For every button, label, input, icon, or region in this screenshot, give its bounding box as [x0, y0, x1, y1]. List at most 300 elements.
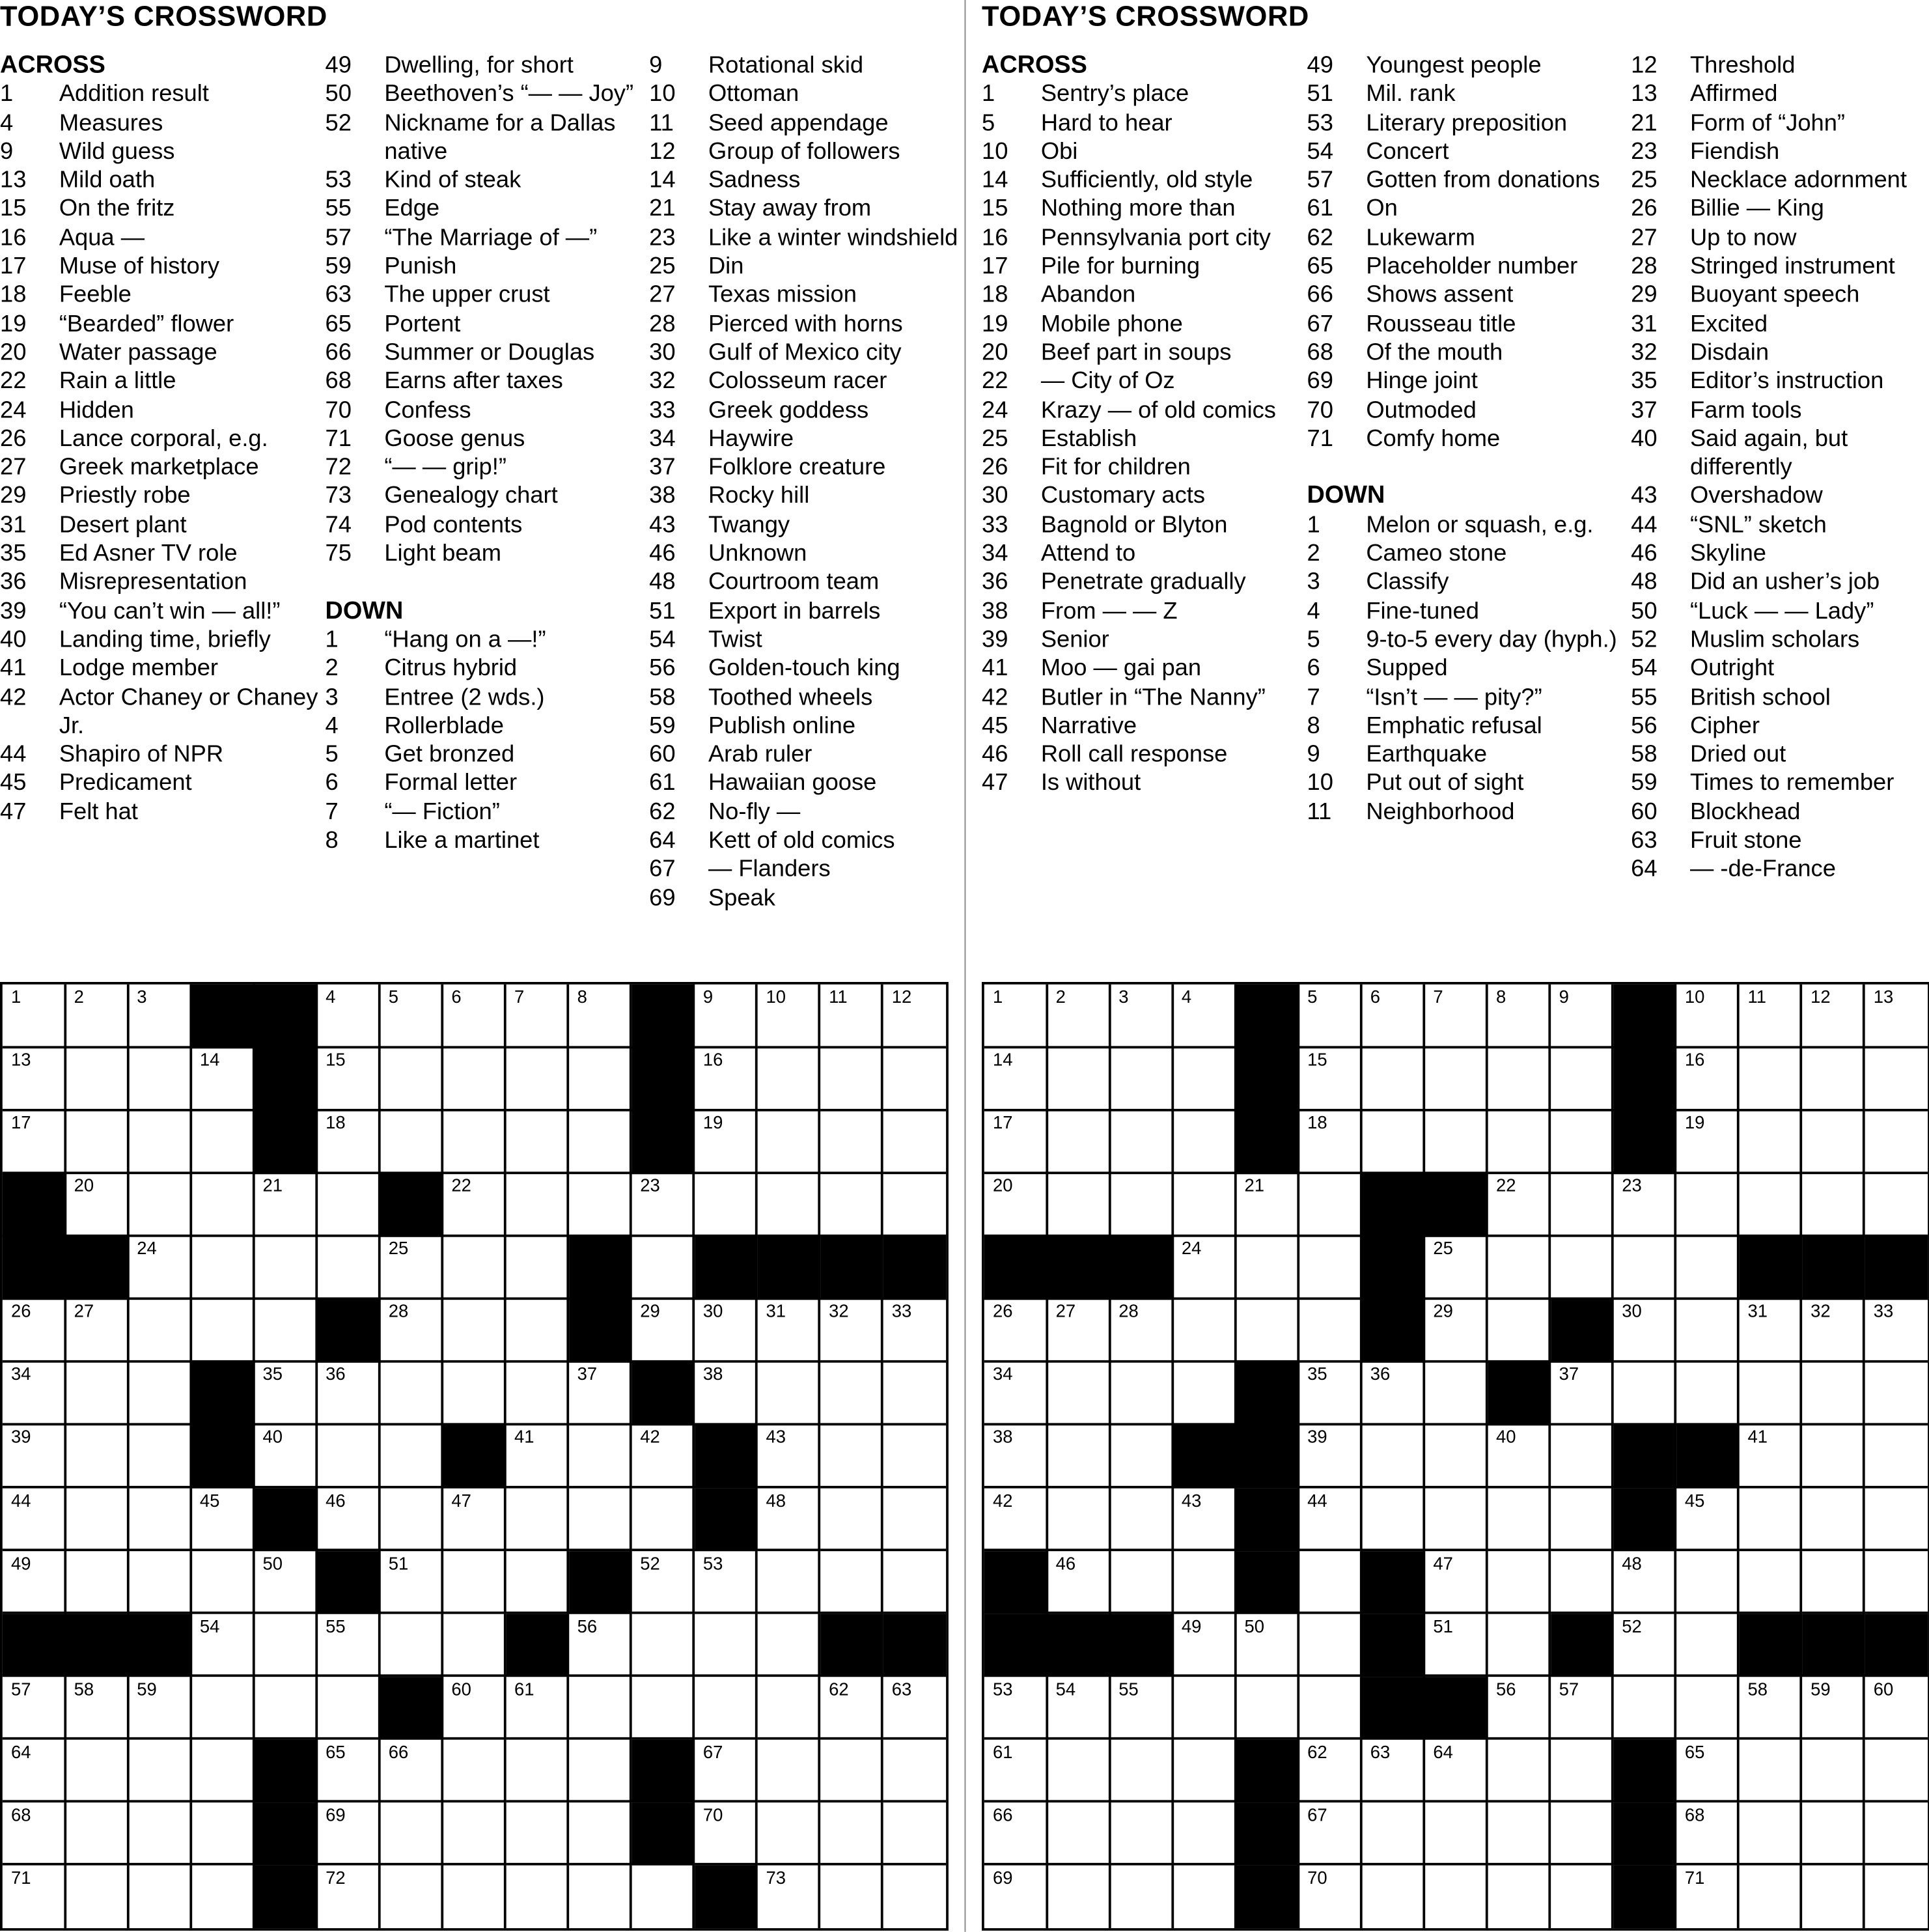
grid-cell[interactable]: [1299, 1677, 1363, 1741]
grid-cell[interactable]: [1173, 1488, 1237, 1552]
grid-cell[interactable]: [254, 1299, 318, 1363]
grid-cell[interactable]: [631, 1550, 695, 1614]
grid-cell[interactable]: [191, 1550, 255, 1614]
grid-cell[interactable]: [3, 1677, 66, 1741]
grid-cell[interactable]: [317, 1614, 381, 1677]
grid-cell[interactable]: [757, 1677, 821, 1741]
grid-cell[interactable]: [128, 1047, 192, 1111]
grid-cell[interactable]: [1676, 1362, 1740, 1426]
grid-cell[interactable]: [883, 1173, 946, 1237]
grid-cell[interactable]: [1047, 1865, 1111, 1928]
grid-cell[interactable]: [1488, 1677, 1551, 1741]
grid-cell[interactable]: [443, 1550, 507, 1614]
grid-cell[interactable]: [1488, 985, 1551, 1048]
grid-cell[interactable]: [984, 1488, 1048, 1552]
grid-cell[interactable]: [1676, 1739, 1740, 1803]
grid-cell[interactable]: [1362, 1425, 1426, 1489]
grid-cell[interactable]: [568, 1110, 632, 1174]
grid-cell[interactable]: [1424, 1110, 1488, 1174]
grid-cell[interactable]: [317, 1865, 381, 1928]
grid-cell[interactable]: [1173, 1173, 1237, 1237]
grid-cell[interactable]: [1362, 1047, 1426, 1111]
grid-cell[interactable]: [757, 1110, 821, 1174]
grid-cell[interactable]: [695, 1739, 758, 1803]
grid-cell[interactable]: [1802, 1550, 1866, 1614]
grid-cell[interactable]: [883, 1488, 946, 1552]
grid-cell[interactable]: [1047, 1550, 1111, 1614]
grid-cell[interactable]: [1550, 1425, 1614, 1489]
grid-cell[interactable]: [1802, 1488, 1866, 1552]
grid-cell[interactable]: [443, 1047, 507, 1111]
grid-cell[interactable]: [1424, 1047, 1488, 1111]
grid-cell[interactable]: [1110, 985, 1174, 1048]
grid-cell[interactable]: [883, 1425, 946, 1489]
grid-cell[interactable]: [820, 1173, 884, 1237]
grid-cell[interactable]: [631, 1865, 695, 1928]
grid-cell[interactable]: [65, 1425, 129, 1489]
grid-cell[interactable]: [1424, 1236, 1488, 1300]
grid-cell[interactable]: [506, 1236, 570, 1300]
grid-cell[interactable]: [1865, 1739, 1928, 1803]
grid-cell[interactable]: [1613, 1362, 1677, 1426]
grid-cell[interactable]: [1110, 1739, 1174, 1803]
grid-cell[interactable]: [631, 1173, 695, 1237]
grid-cell[interactable]: [1550, 1865, 1614, 1928]
grid-cell[interactable]: [1676, 1299, 1740, 1363]
grid-cell[interactable]: [984, 1739, 1048, 1803]
grid-cell[interactable]: [631, 1299, 695, 1363]
grid-cell[interactable]: [820, 1550, 884, 1614]
grid-cell[interactable]: [1047, 1299, 1111, 1363]
grid-cell[interactable]: [1613, 1677, 1677, 1741]
grid-cell[interactable]: [1047, 1802, 1111, 1866]
grid-cell[interactable]: [883, 1865, 946, 1928]
grid-cell[interactable]: [1550, 1236, 1614, 1300]
grid-cell[interactable]: [1802, 1865, 1866, 1928]
grid-cell[interactable]: [757, 1173, 821, 1237]
grid-cell[interactable]: [191, 1110, 255, 1174]
grid-cell[interactable]: [1424, 1362, 1488, 1426]
grid-cell[interactable]: [191, 1299, 255, 1363]
grid-cell[interactable]: [380, 1362, 444, 1426]
grid-cell[interactable]: [380, 1550, 444, 1614]
grid-cell[interactable]: [1739, 1550, 1803, 1614]
grid-cell[interactable]: [1865, 985, 1928, 1048]
grid-cell[interactable]: [1299, 1488, 1363, 1552]
grid-cell[interactable]: [1173, 1110, 1237, 1174]
grid-cell[interactable]: [191, 1614, 255, 1677]
grid-cell[interactable]: [883, 1299, 946, 1363]
grid-cell[interactable]: [1362, 985, 1426, 1048]
grid-cell[interactable]: [3, 1550, 66, 1614]
grid-cell[interactable]: [65, 985, 129, 1048]
grid-cell[interactable]: [1865, 1677, 1928, 1741]
grid-cell[interactable]: [65, 1299, 129, 1363]
grid-cell[interactable]: [128, 1550, 192, 1614]
grid-cell[interactable]: [631, 1425, 695, 1489]
grid-cell[interactable]: [883, 1677, 946, 1741]
grid-cell[interactable]: [1865, 1802, 1928, 1866]
grid-cell[interactable]: [568, 1865, 632, 1928]
grid-cell[interactable]: [3, 1865, 66, 1928]
grid-cell[interactable]: [506, 985, 570, 1048]
grid-cell[interactable]: [984, 1047, 1048, 1111]
grid-cell[interactable]: [1739, 1802, 1803, 1866]
grid-cell[interactable]: [1865, 1110, 1928, 1174]
grid-cell[interactable]: [506, 1677, 570, 1741]
grid-cell[interactable]: [1299, 1110, 1363, 1174]
grid-cell[interactable]: [317, 985, 381, 1048]
grid-cell[interactable]: [443, 1173, 507, 1237]
grid-cell[interactable]: [883, 1362, 946, 1426]
grid-cell[interactable]: [820, 1677, 884, 1741]
grid-cell[interactable]: [191, 1739, 255, 1803]
grid-cell[interactable]: [1613, 1614, 1677, 1677]
grid-cell[interactable]: [695, 1047, 758, 1111]
grid-cell[interactable]: [1488, 1550, 1551, 1614]
grid-cell[interactable]: [506, 1488, 570, 1552]
grid-cell[interactable]: [1739, 1425, 1803, 1489]
grid-cell[interactable]: [65, 1865, 129, 1928]
grid-cell[interactable]: [1424, 1614, 1488, 1677]
grid-cell[interactable]: [568, 1488, 632, 1552]
grid-cell[interactable]: [1802, 1425, 1866, 1489]
grid-cell[interactable]: [443, 1739, 507, 1803]
crossword-grid[interactable]: [982, 982, 1929, 1931]
grid-cell[interactable]: [820, 1299, 884, 1363]
grid-cell[interactable]: [1802, 1739, 1866, 1803]
grid-cell[interactable]: [3, 1047, 66, 1111]
grid-cell[interactable]: [820, 1488, 884, 1552]
grid-cell[interactable]: [128, 1865, 192, 1928]
grid-cell[interactable]: [984, 1299, 1048, 1363]
grid-cell[interactable]: [695, 1677, 758, 1741]
grid-cell[interactable]: [1047, 985, 1111, 1048]
grid-cell[interactable]: [1676, 1047, 1740, 1111]
grid-cell[interactable]: [317, 1488, 381, 1552]
grid-cell[interactable]: [1550, 985, 1614, 1048]
grid-cell[interactable]: [1550, 1173, 1614, 1237]
grid-cell[interactable]: [317, 1236, 381, 1300]
grid-cell[interactable]: [3, 1802, 66, 1866]
grid-cell[interactable]: [128, 1173, 192, 1237]
grid-cell[interactable]: [1299, 1739, 1363, 1803]
grid-cell[interactable]: [757, 1362, 821, 1426]
grid-cell[interactable]: [1173, 1614, 1237, 1677]
grid-cell[interactable]: [1110, 1677, 1174, 1741]
grid-cell[interactable]: [1676, 985, 1740, 1048]
grid-cell[interactable]: [984, 1173, 1048, 1237]
grid-cell[interactable]: [317, 1173, 381, 1237]
grid-cell[interactable]: [380, 1865, 444, 1928]
grid-cell[interactable]: [506, 1299, 570, 1363]
grid-cell[interactable]: [1865, 1173, 1928, 1237]
grid-cell[interactable]: [568, 1425, 632, 1489]
grid-cell[interactable]: [65, 1550, 129, 1614]
grid-cell[interactable]: [1047, 1425, 1111, 1489]
grid-cell[interactable]: [984, 1110, 1048, 1174]
grid-cell[interactable]: [1676, 1110, 1740, 1174]
grid-cell[interactable]: [1110, 1173, 1174, 1237]
grid-cell[interactable]: [820, 1362, 884, 1426]
grid-cell[interactable]: [568, 1802, 632, 1866]
grid-cell[interactable]: [1424, 1802, 1488, 1866]
grid-cell[interactable]: [757, 985, 821, 1048]
grid-cell[interactable]: [380, 1488, 444, 1552]
grid-cell[interactable]: [1173, 1550, 1237, 1614]
grid-cell[interactable]: [1362, 1865, 1426, 1928]
grid-cell[interactable]: [984, 1865, 1048, 1928]
grid-cell[interactable]: [254, 1425, 318, 1489]
grid-cell[interactable]: [128, 1802, 192, 1866]
grid-cell[interactable]: [1802, 1802, 1866, 1866]
grid-cell[interactable]: [191, 1802, 255, 1866]
grid-cell[interactable]: [1362, 1362, 1426, 1426]
grid-cell[interactable]: [1488, 1802, 1551, 1866]
grid-cell[interactable]: [506, 1739, 570, 1803]
grid-cell[interactable]: [443, 1110, 507, 1174]
grid-cell[interactable]: [1550, 1047, 1614, 1111]
grid-cell[interactable]: [1802, 1299, 1866, 1363]
grid-cell[interactable]: [695, 1614, 758, 1677]
grid-cell[interactable]: [1613, 1299, 1677, 1363]
grid-cell[interactable]: [1173, 1739, 1237, 1803]
grid-cell[interactable]: [1173, 1236, 1237, 1300]
grid-cell[interactable]: [128, 1110, 192, 1174]
grid-cell[interactable]: [1739, 1865, 1803, 1928]
grid-cell[interactable]: [1173, 1677, 1237, 1741]
grid-cell[interactable]: [443, 1677, 507, 1741]
grid-cell[interactable]: [65, 1173, 129, 1237]
grid-cell[interactable]: [1550, 1488, 1614, 1552]
grid-cell[interactable]: [317, 1739, 381, 1803]
grid-cell[interactable]: [1047, 1677, 1111, 1741]
grid-cell[interactable]: [984, 1425, 1048, 1489]
grid-cell[interactable]: [695, 985, 758, 1048]
grid-cell[interactable]: [568, 1047, 632, 1111]
grid-cell[interactable]: [757, 1550, 821, 1614]
grid-cell[interactable]: [380, 1047, 444, 1111]
grid-cell[interactable]: [695, 1173, 758, 1237]
grid-cell[interactable]: [1802, 1677, 1866, 1741]
grid-cell[interactable]: [695, 1110, 758, 1174]
grid-cell[interactable]: [1865, 1047, 1928, 1111]
grid-cell[interactable]: [1802, 1362, 1866, 1426]
grid-cell[interactable]: [380, 1236, 444, 1300]
grid-cell[interactable]: [1802, 1110, 1866, 1174]
grid-cell[interactable]: [1488, 1488, 1551, 1552]
grid-cell[interactable]: [317, 1047, 381, 1111]
grid-cell[interactable]: [568, 1362, 632, 1426]
grid-cell[interactable]: [1299, 1236, 1363, 1300]
grid-cell[interactable]: [317, 1677, 381, 1741]
grid-cell[interactable]: [380, 1110, 444, 1174]
grid-cell[interactable]: [128, 1677, 192, 1741]
grid-cell[interactable]: [443, 1614, 507, 1677]
grid-cell[interactable]: [128, 1488, 192, 1552]
grid-cell[interactable]: [1488, 1739, 1551, 1803]
grid-cell[interactable]: [1550, 1802, 1614, 1866]
grid-cell[interactable]: [254, 1614, 318, 1677]
grid-cell[interactable]: [820, 1110, 884, 1174]
grid-cell[interactable]: [65, 1739, 129, 1803]
grid-cell[interactable]: [1613, 1550, 1677, 1614]
grid-cell[interactable]: [1299, 1550, 1363, 1614]
grid-cell[interactable]: [1236, 1614, 1299, 1677]
grid-cell[interactable]: [1865, 1425, 1928, 1489]
grid-cell[interactable]: [3, 1299, 66, 1363]
grid-cell[interactable]: [254, 1550, 318, 1614]
grid-cell[interactable]: [317, 1802, 381, 1866]
grid-cell[interactable]: [757, 1047, 821, 1111]
grid-cell[interactable]: [883, 1047, 946, 1111]
grid-cell[interactable]: [506, 1047, 570, 1111]
grid-cell[interactable]: [757, 1865, 821, 1928]
grid-cell[interactable]: [695, 1802, 758, 1866]
grid-cell[interactable]: [191, 1047, 255, 1111]
grid-cell[interactable]: [1550, 1110, 1614, 1174]
grid-cell[interactable]: [1110, 1488, 1174, 1552]
grid-cell[interactable]: [1550, 1550, 1614, 1614]
grid-cell[interactable]: [1110, 1299, 1174, 1363]
grid-cell[interactable]: [820, 1739, 884, 1803]
grid-cell[interactable]: [1047, 1739, 1111, 1803]
grid-cell[interactable]: [820, 1047, 884, 1111]
grid-cell[interactable]: [757, 1488, 821, 1552]
grid-cell[interactable]: [1739, 1299, 1803, 1363]
grid-cell[interactable]: [883, 1739, 946, 1803]
grid-cell[interactable]: [65, 1362, 129, 1426]
grid-cell[interactable]: [757, 1299, 821, 1363]
grid-cell[interactable]: [1802, 985, 1866, 1048]
grid-cell[interactable]: [1424, 1550, 1488, 1614]
grid-cell[interactable]: [1362, 1802, 1426, 1866]
grid-cell[interactable]: [65, 1488, 129, 1552]
grid-cell[interactable]: [1739, 1173, 1803, 1237]
grid-cell[interactable]: [1299, 1047, 1363, 1111]
grid-cell[interactable]: [443, 1299, 507, 1363]
grid-cell[interactable]: [757, 1739, 821, 1803]
grid-cell[interactable]: [757, 1614, 821, 1677]
grid-cell[interactable]: [380, 1425, 444, 1489]
grid-cell[interactable]: [1613, 1236, 1677, 1300]
grid-cell[interactable]: [1424, 1299, 1488, 1363]
grid-cell[interactable]: [1802, 1173, 1866, 1237]
grid-cell[interactable]: [1676, 1173, 1740, 1237]
grid-cell[interactable]: [3, 1488, 66, 1552]
grid-cell[interactable]: [3, 1425, 66, 1489]
grid-cell[interactable]: [984, 1802, 1048, 1866]
grid-cell[interactable]: [1676, 1802, 1740, 1866]
grid-cell[interactable]: [443, 1802, 507, 1866]
grid-cell[interactable]: [820, 1865, 884, 1928]
grid-cell[interactable]: [1550, 1362, 1614, 1426]
grid-cell[interactable]: [1299, 1173, 1363, 1237]
grid-cell[interactable]: [1488, 1173, 1551, 1237]
grid-cell[interactable]: [1865, 1362, 1928, 1426]
grid-cell[interactable]: [128, 1425, 192, 1489]
grid-cell[interactable]: [820, 985, 884, 1048]
grid-cell[interactable]: [1110, 1047, 1174, 1111]
grid-cell[interactable]: [1739, 1677, 1803, 1741]
grid-cell[interactable]: [191, 1677, 255, 1741]
grid-cell[interactable]: [1488, 1299, 1551, 1363]
grid-cell[interactable]: [443, 985, 507, 1048]
grid-cell[interactable]: [1047, 1362, 1111, 1426]
grid-cell[interactable]: [254, 1677, 318, 1741]
grid-cell[interactable]: [1236, 1236, 1299, 1300]
grid-cell[interactable]: [443, 1236, 507, 1300]
grid-cell[interactable]: [695, 1362, 758, 1426]
grid-cell[interactable]: [443, 1362, 507, 1426]
grid-cell[interactable]: [1739, 1110, 1803, 1174]
grid-cell[interactable]: [65, 1802, 129, 1866]
grid-cell[interactable]: [568, 1739, 632, 1803]
grid-cell[interactable]: [883, 1550, 946, 1614]
grid-cell[interactable]: [191, 1865, 255, 1928]
crossword-grid[interactable]: [0, 982, 949, 1931]
grid-cell[interactable]: [380, 1802, 444, 1866]
grid-cell[interactable]: [254, 1362, 318, 1426]
grid-cell[interactable]: [883, 1110, 946, 1174]
grid-cell[interactable]: [1173, 985, 1237, 1048]
grid-cell[interactable]: [1865, 1488, 1928, 1552]
grid-cell[interactable]: [128, 1739, 192, 1803]
grid-cell[interactable]: [820, 1802, 884, 1866]
grid-cell[interactable]: [1047, 1110, 1111, 1174]
grid-cell[interactable]: [1362, 1488, 1426, 1552]
grid-cell[interactable]: [695, 1550, 758, 1614]
grid-cell[interactable]: [1110, 1550, 1174, 1614]
grid-cell[interactable]: [3, 1362, 66, 1426]
grid-cell[interactable]: [317, 1362, 381, 1426]
grid-cell[interactable]: [506, 1550, 570, 1614]
grid-cell[interactable]: [65, 1110, 129, 1174]
grid-cell[interactable]: [1424, 1425, 1488, 1489]
grid-cell[interactable]: [1424, 1488, 1488, 1552]
grid-cell[interactable]: [1110, 1425, 1174, 1489]
grid-cell[interactable]: [1110, 1362, 1174, 1426]
grid-cell[interactable]: [1110, 1110, 1174, 1174]
grid-cell[interactable]: [820, 1425, 884, 1489]
grid-cell[interactable]: [191, 1236, 255, 1300]
grid-cell[interactable]: [128, 1362, 192, 1426]
grid-cell[interactable]: [1299, 1425, 1363, 1489]
grid-cell[interactable]: [254, 1173, 318, 1237]
grid-cell[interactable]: [506, 1110, 570, 1174]
grid-cell[interactable]: [1865, 1299, 1928, 1363]
grid-cell[interactable]: [1299, 1299, 1363, 1363]
grid-cell[interactable]: [1110, 1802, 1174, 1866]
grid-cell[interactable]: [1236, 1677, 1299, 1741]
grid-cell[interactable]: [568, 1614, 632, 1677]
grid-cell[interactable]: [443, 1488, 507, 1552]
grid-cell[interactable]: [1424, 1865, 1488, 1928]
grid-cell[interactable]: [1739, 1362, 1803, 1426]
grid-cell[interactable]: [1613, 1173, 1677, 1237]
grid-cell[interactable]: [1299, 1802, 1363, 1866]
grid-cell[interactable]: [506, 1173, 570, 1237]
grid-cell[interactable]: [1865, 1550, 1928, 1614]
grid-cell[interactable]: [380, 1614, 444, 1677]
grid-cell[interactable]: [1047, 1173, 1111, 1237]
grid-cell[interactable]: [443, 1865, 507, 1928]
grid-cell[interactable]: [883, 1802, 946, 1866]
grid-cell[interactable]: [984, 985, 1048, 1048]
grid-cell[interactable]: [1676, 1550, 1740, 1614]
grid-cell[interactable]: [380, 1739, 444, 1803]
grid-cell[interactable]: [1676, 1614, 1740, 1677]
